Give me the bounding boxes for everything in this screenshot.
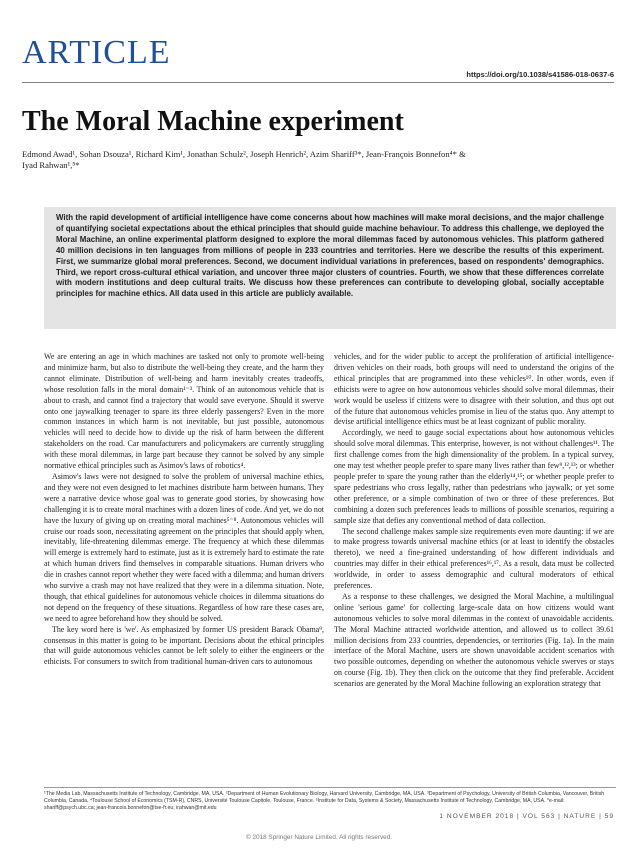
body-paragraph: The second challenge makes sample size requirements even more daunting: if we are to make progress towards universal machine ethics (or at least to identify the obstacles thereto), we need a fine-grained understanding of how different individuals and countries may differ in their ethical preferences¹⁶,¹⁷. As a result, data must be collected worldwide, in order to assess demographic and cultural moderators of ethical preferences.: [334, 526, 614, 591]
body-paragraph: Accordingly, we need to gauge social expectations about how autonomous vehicles should solve moral dilemmas. This enterprise, however, is not without challenges¹¹. The first challenge comes from the high dimensionality of the problem. In a typical survey, one may test whether people prefer to spare many lives rather than few⁹,¹²,¹³; or whether people prefer to spare the young rather than the elderly¹⁴,¹⁵; or whether people prefer to spare pedestrians who cross legally, rather than pedestrians who jaywalk; or yet some other preference, or a simple combination of two or three of these preferences. But combining a dozen such preferences leads to millions of possible scenarios, requiring a sample size that defies any conventional method of data collection.: [334, 428, 614, 525]
body-paragraph: We are entering an age in which machines are tasked not only to promote well-being and minimize harm, but also to distribute the well-being they create, and the harm they cannot eliminate. Distribution of well-being and harm inevitably creates tradeoffs, whose resolution falls in the moral domain¹⁻³. Think of an autonomous vehicle that is about to crash, and cannot find a trajectory that would save everyone. Should it swerve onto one jaywalking teenager to spare its three elderly passengers? Even in the more common instances in which harm is not inevitable, but just possible, autonomous vehicles will need to decide how to divide up the risk of harm between the different stakeholders on the road. Car manufacturers and policymakers are currently struggling with these moral dilemmas, in large part because they cannot be solved by any simple normative ethical principles such as Asimov's laws of robotics⁴.: [44, 352, 324, 471]
author-line-2: Iyad Rahwan¹,⁵*: [22, 160, 80, 170]
copyright-notice: © 2018 Springer Nature Limited. All rights reserved.: [245, 834, 393, 841]
author-list: [22, 149, 614, 171]
abstract-box: With the rapid development of artificial intelligence have come concerns about how machines will make moral decisions, and the major challenge of quantifying societal expectations about the ethical principles that should guide machine behaviour. To address this challenge, we deployed the Moral Machine, an online experimental platform designed to explore the moral dilemmas faced by autonomous vehicles. This platform gathered 40 million decisions in ten languages from millions of people in 233 countries and territories. Here we describe the results of this experiment. First, we summarize global moral preferences. Second, we document individual variations in preferences, based on respondents' demographics. Third, we report cross-cultural ethical variation, and uncover three major clusters of countries. Fourth, we show that these differences correlate with modern institutions and deep cultural traits. We discuss how these preferences can contribute to developing global, socially acceptable principles for machine ethics. All data used in this article are publicly available.: [44, 207, 616, 329]
body-column-left: [44, 352, 324, 668]
article-kicker: ARTICLE: [22, 34, 171, 71]
author-line-1: Edmond Awad¹, Sohan Dsouza¹, Richard Kim¹, Jonathan Schulz², Joseph Henrich², Azim Shariff³*, Jean-François Bonnefon⁴* &: [22, 149, 466, 159]
body-paragraph: The key word here is 'we'. As emphasized by former US president Barack Obama⁹, consensus in this matter is going to be important. Decisions about the ethical principles that will guide autonomous vehicles cannot be left solely to either the engineers or the ethicists. For consumers to switch from traditional human-driven cars to autonomous: [44, 624, 324, 667]
body-paragraph: Asimov's laws were not designed to solve the problem of universal machine ethics, and they were not even designed to let machines distribute harm between humans. They were a narrative device whose goal was to generate good stories, by showcasing how challenging it is to create moral machines with a dozen lines of code. And yet, we do not have the luxury of giving up on creating moral machines⁵⁻⁸. Autonomous vehicles will cruise our roads soon, necessitating agreement on the principles that should apply when, inevitably, life-threatening dilemmas emerge. The frequency at which these dilemmas will emerge is extremely hard to estimate, just as it is extremely hard to estimate the rate at which human drivers find themselves in comparable situations. Human drivers who die in crashes cannot report whether they were faced with a dilemma; and human drivers who survive a crash may not have realized that they were in a dilemma situation. Note, though, that ethical guidelines for autonomous vehicle choices in dilemma situations do not depend on the frequency of these situations. Regardless of how rare these cases are, we need to agree beforehand how they should be solved.: [44, 471, 325, 623]
body-column-right: [334, 352, 614, 690]
header-divider: [22, 82, 614, 83]
running-footer: 1 NOVEMBER 2018 | VOL 563 | NATURE | 59: [439, 813, 614, 820]
affiliations-footnote: ¹The Media Lab, Massachusetts Institute of Technology, Cambridge, MA, USA. ²Department of Human Evolutionary Biology, Harvard University, Cambridge, MA, USA. ³Department of Psychology, University of British Columbia, Vancouver, British Columbia, Canada. ⁴Toulouse School of Economics (TSM-R), CNRS, Université Toulouse Capitole, Toulouse, France. ⁵Institute for Data, Systems & Society, Massachusetts Institute of Technology, Cambridge, MA, USA. *e-mail: shariff@psych.ubc.ca; jean-francois.bonnefon@tse-fr.eu; irahwan@mit.edu: [44, 787, 616, 812]
doi-link[interactable]: https://doi.org/10.1038/s41586-018-0637-6: [466, 70, 614, 79]
body-paragraph: As a response to these challenges, we designed the Moral Machine, a multilingual online 'serious game' for collecting large-scale data on how citizens would want autonomous vehicles to solve moral dilemmas in the context of unavoidable accidents. The Moral Machine attracted worldwide attention, and allowed us to collect 39.61 million decisions from 233 countries, dependencies, or territories (Fig. 1a). In the main interface of the Moral Machine, users are shown unavoidable accident scenarios with two possible outcomes, depending on whether the autonomous vehicle swerves or stays on course (Fig. 1b). They then click on the outcome that they find preferable. Accident scenarios are generated by the Moral Machine following an exploration strategy that: [334, 591, 614, 689]
body-paragraph: vehicles, and for the wider public to accept the proliferation of artificial intelligence-driven vehicles on their roads, both groups will need to understand the origins of the ethical principles that are programmed into these vehicles¹⁰. In other words, even if ethicists were to agree on how autonomous vehicles should solve moral dilemmas, their work would be useless if citizens were to disagree with their solution, and thus opt out of the future that autonomous vehicles promise in lieu of the status quo. Any attempt to devise artificial intelligence ethics must be at least cognizant of public morality.: [334, 352, 614, 427]
article-title: The Moral Machine experiment: [22, 106, 404, 137]
